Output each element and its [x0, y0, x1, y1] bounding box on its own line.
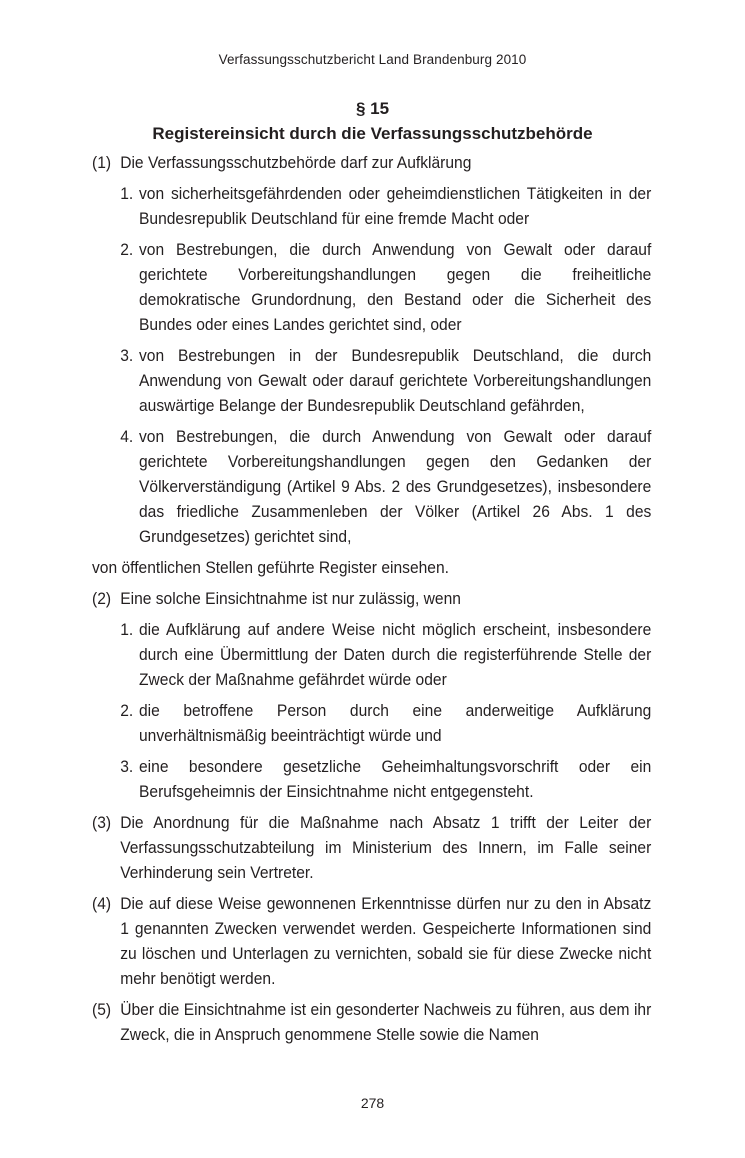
- body-text: [92, 150, 651, 1053]
- list-item: [92, 181, 651, 231]
- item-text: von Bestrebungen, die durch Anwendung von Gewalt oder darauf gerichtete Vorbereitungshandlungen gegen die freiheitliche demokratische Grundordnung, den Bestand oder die Sicherheit des Bundes oder eines Landes gerichtet sind, oder: [139, 240, 652, 334]
- list-item: [92, 424, 651, 549]
- paragraph-1: [92, 150, 651, 175]
- paragraph-2: [92, 586, 651, 611]
- item-text: von Bestrebungen, die durch Anwendung von Gewalt oder darauf gerichtete Vorbereitungshandlungen gegen den Gedanken der Völkerverständigung (Artikel 9 Abs. 2 des Grundgesetzes), insbesondere das friedliche Zusammenleben der Völker (Artikel 26 Abs. 1 des Grundgesetzes) gerichtet sind,: [139, 427, 652, 546]
- section-number: § 15: [355, 99, 390, 118]
- item-number: 2.: [120, 701, 134, 720]
- paragraph-number: (3): [92, 813, 112, 832]
- list-item: [92, 698, 651, 748]
- list-item: [92, 617, 651, 692]
- item-number: 1.: [120, 620, 134, 639]
- paragraph-closing: von öffentlichen Stellen geführte Register einsehen.: [92, 558, 449, 577]
- paragraph-number: (5): [92, 1000, 112, 1019]
- item-text: von sicherheitsgefährdenden oder geheimdienstlichen Tätigkeiten in der Bundesrepublik Deutschland für eine fremde Macht oder: [139, 184, 652, 228]
- item-number: 3.: [120, 757, 134, 776]
- paragraph-5: [92, 997, 651, 1047]
- item-text: die Aufklärung auf andere Weise nicht möglich erscheint, insbesondere durch eine Übermittlung der Daten durch die registerführende Stelle der Zweck der Maßnahme gefährdet würde oder: [139, 620, 652, 689]
- item-number: 3.: [120, 346, 134, 365]
- list-item: [92, 237, 651, 337]
- paragraph-number: (4): [92, 894, 112, 913]
- paragraph-intro: Eine solche Einsichtnahme ist nur zulässig, wenn: [120, 589, 461, 608]
- paragraph-number: (2): [92, 589, 112, 608]
- section-heading: [0, 96, 745, 146]
- item-number: 1.: [120, 184, 134, 203]
- section-title: Registereinsicht durch die Verfassungsschutzbehörde: [152, 124, 593, 143]
- item-text: eine besondere gesetzliche Geheimhaltungsvorschrift oder ein Berufsgeheimnis der Einsichtnahme nicht entgegensteht.: [139, 757, 652, 801]
- paragraph-text: Die auf diese Weise gewonnenen Erkenntnisse dürfen nur zu den in Absatz 1 genannten Zwecken verwendet werden. Gespeicherte Informationen sind zu löschen und Unterlagen zu vernichten, sobald sie für diese Zwecke nicht mehr benötigt werden.: [120, 894, 652, 988]
- item-text: die betroffene Person durch eine anderweitige Aufklärung unverhältnismäßig beeinträchtigt würde und: [139, 701, 652, 745]
- list-item: [92, 343, 651, 418]
- running-header: Verfassungsschutzbericht Land Brandenburg 2010: [218, 52, 527, 67]
- paragraph-4: [92, 891, 651, 991]
- item-number: 2.: [120, 240, 134, 259]
- paragraph-text: Die Anordnung für die Maßnahme nach Absatz 1 trifft der Leiter der Verfassungsschutzabteilung im Ministerium des Innern, im Falle seiner Verhinderung sein Vertreter.: [120, 813, 652, 882]
- item-number: 4.: [120, 427, 134, 446]
- page-number: 278: [360, 1095, 385, 1111]
- paragraph-3: [92, 810, 651, 885]
- paragraph-intro: Die Verfassungsschutzbehörde darf zur Aufklärung: [120, 153, 472, 172]
- list-item: [92, 754, 651, 804]
- item-text: von Bestrebungen in der Bundesrepublik Deutschland, die durch Anwendung von Gewalt oder darauf gerichtete Vorbereitungshandlungen auswärtige Belange der Bundesrepublik Deutschland gefährden,: [139, 346, 652, 415]
- paragraph-text: Über die Einsichtnahme ist ein gesonderter Nachweis zu führen, aus dem ihr Zweck, die in Anspruch genommene Stelle sowie die Namen: [120, 1000, 652, 1044]
- paragraph-number: (1): [92, 153, 112, 172]
